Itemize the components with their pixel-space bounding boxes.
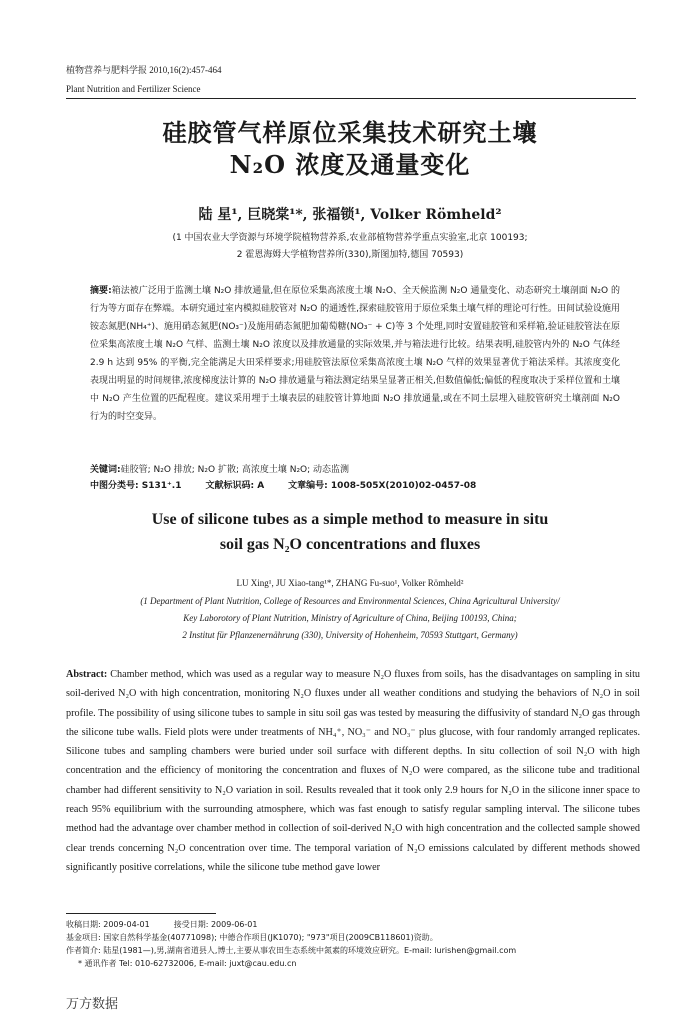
- doc-code-value: A: [257, 481, 265, 491]
- title-cn-line1: 硅胶管气样原位采集技术研究土壤: [162, 118, 538, 147]
- title-en-line1: Use of silicone tubes as a simple method to measure in situ: [151, 511, 549, 528]
- title-en-line2: soil gas N₂O concentrations and fluxes: [219, 536, 481, 553]
- funding-line: 基金项目: 国家自然科学基金(40771098); 中德合作项目(JK1070); "973"项目(2009CB118601)资助。: [66, 933, 438, 942]
- affiliation-en-line1: (1 Department of Plant Nutrition, College of Resources and Environmental Sciences, China Agricultural University/: [140, 596, 560, 606]
- journal-citation-cn: 植物营养与肥料学报 2010,16(2):457-464: [66, 65, 222, 75]
- keywords-cn-text: 硅胶管; N₂O 排放; N₂O 扩散; 高浓度土壤 N₂O; 动态监测: [120, 465, 350, 475]
- article-no-label: 文章编号:: [288, 481, 328, 491]
- dates-line: [66, 918, 640, 931]
- keywords-cn-label: 关键词:: [90, 465, 121, 475]
- author-bio-line: 作者简介: 陆星(1981—),男,湖南省道县人,博士,主要从事农田生态系统中氮素的环境效应研究。E-mail: lurishen@gmail.com: [66, 946, 517, 955]
- affiliation-en-line3: 2 Institut für Pflanzenernährung (330), University of Hohenheim, 70593 Stuttgart, Germany): [182, 630, 518, 640]
- title-cn-line2: N₂O 浓度及通量变化: [229, 150, 471, 179]
- clc-value: S131⁺.1: [141, 481, 182, 491]
- clc-label: 中图分类号:: [90, 481, 139, 491]
- abstract-cn-label: 摘要:: [90, 286, 112, 296]
- keywords-cn: [90, 463, 349, 477]
- abstract-en: [66, 665, 640, 877]
- affiliation-cn-line2: 2 霍恩海姆大学植物营养所(330),斯图加特,德国 70593): [236, 250, 464, 260]
- authors-cn: 陆 星¹, 巨晓棠¹*, 张福锁¹, Volker Römheld²: [198, 207, 502, 223]
- classification-cn: [90, 479, 476, 493]
- abstract-cn-text: 箱法被广泛用于监测土壤 N₂O 排放通量,但在原位采集高浓度土壤 N₂O、全天候监测 N₂O 通量变化、动态研究土壤剖面 N₂O 的行为等方面存在弊端。本研究通过室内模拟硅胶管对 N₂O 的通透性,探索硅胶管用于原位采集土壤气样的理论可行性。田间试验设施用铵态氮肥(NH₄⁺)、施用硝态氮肥(NO₃⁻)及施用硝态氮肥加葡萄糖(NO₃⁻ + C)等 3 个处理,同时安置硅胶管和采样箱,验证硅胶管法在原位采集高浓度土壤 N₂O 气样、监测土壤 N₂O 浓度以及排放通量的实际效果,并与箱法进行比较。结果表明,硅胶管内外的 N₂O 气体经 2.9 h 达到 95% 的平衡,完全能满足大田采样要求;用硅胶管法原位采集高浓度土壤 N₂O 气样的效果显著优于箱法采样。其浓度变化表现出明显的时间规律,浓度梯度法计算的 N₂O 排放通量与箱法测定结果呈显著正相关,但数值偏低;偏低的程度取决于采样位置和土壤中 N₂O 产生位置的匹配程度。建议采用埋于土壤表层的硅胶管计算地面 N₂O 排放通量,或在不同土层埋入硅胶管研究土壤剖面 N₂O 行为的时空变异。: [90, 286, 621, 422]
- abstract-cn: [90, 282, 620, 426]
- authors-en: LU Xing¹, JU Xiao-tang¹*, ZHANG Fu-suo¹, Volker Römheld²: [236, 578, 464, 588]
- corresponding-author-line: * 通讯作者 Tel: 010-62732006, E-mail: juxt@cau.edu.cn: [78, 959, 297, 968]
- journal-name-en: Plant Nutrition and Fertilizer Science: [66, 84, 201, 94]
- footnote-rule: [66, 913, 216, 914]
- abstract-en-text: Chamber method, which was used as a regular way to measure N₂O fluxes from soils, has the disadvantages on sampling in situ soil-derived N₂O with high concentration, monitoring N₂O fluxes under all weather conditions and studying the behaviors of N₂O in soil profile. The possibility of using silicone tubes to sample in situ soil gas was tested by measuring the diffusivity of standard N₂O gas through the silicone tube walls. Field plots were under treatments of NH₄⁺, NO₃⁻ and NO₃⁻ plus glucose, with four randomly arranged replicates. Silicone tubes and sampling chambers were buried under soil surface with different depths. In situ collection of soil N₂O with high concentration and the efficiency of monitoring the concentration and fluxes of N₂O were compared, as the silicone tube and traditional chamber had different sensitivity to N₂O variation in soil. Results revealed that it took only 2.9 hours for N₂O in the silicone inner space to reach 95% equilibrium with the surrounding atmosphere, which was fast enough to satisfy regular sampling interval. The silicone tubes method had the advantage over chamber method in collection of soil-derived N₂O with high concentration and the collected sample showed clear trends concerning N₂O concentration over time. The temporal variation of N₂O emissions calculated by different methods showed significantly positive correlations, while the silicone tube method gave lower: [66, 669, 640, 873]
- affiliation-cn-line1: (1 中国农业大学资源与环境学院植物营养系,农业部植物营养学重点实验室,北京 100193;: [172, 233, 528, 243]
- doc-code-label: 文献标识码:: [205, 481, 255, 491]
- accepted-date: 接受日期: 2009-06-01: [173, 920, 258, 929]
- received-date: 收稿日期: 2009-04-01: [66, 920, 150, 929]
- footnotes: [66, 918, 640, 970]
- watermark: 万方数据: [66, 997, 119, 1012]
- header-rule: [66, 98, 636, 99]
- abstract-en-label: Abstract:: [66, 669, 108, 680]
- article-no-value: 1008-505X(2010)02-0457-08: [330, 481, 477, 491]
- affiliation-en-line2: Key Laborotory of Plant Nutrition, Ministry of Agriculture of China, Beijing 100193, China;: [183, 613, 517, 623]
